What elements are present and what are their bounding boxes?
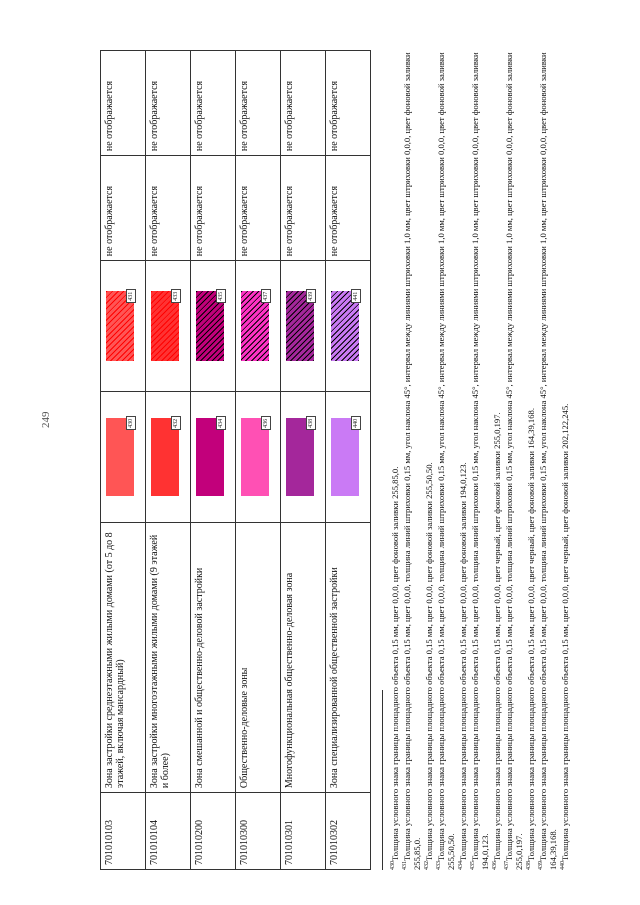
footnote-ref: 440 <box>351 416 361 430</box>
footnote-ref: 432 <box>171 416 181 430</box>
footnote-number: 438 <box>526 861 532 870</box>
footnote-number: 432 <box>424 861 430 870</box>
footnote <box>434 50 456 870</box>
footnotes <box>388 50 570 870</box>
hatch-swatch <box>241 291 269 361</box>
fill-swatch <box>331 418 359 496</box>
footnote-text: Толщина условного знака границы площадного объекта 0,15 мм, цвет 0,0,0, толщина линий штриховки 0,15 мм, угол наклона 45°, интервал между линиями штриховки 1,0 мм, цвет штриховки 0,0,0, цвет фоновой заливки 194,0,123. <box>469 52 490 870</box>
fill-swatch <box>241 418 269 496</box>
hatch-swatch <box>106 291 134 361</box>
zone-name: Зона специализированной общественной застройки <box>326 523 371 793</box>
zone-name: Зона застройки многоэтажными жилыми домами (9 этажей и более) <box>146 523 191 793</box>
footnote-text: Толщина условного знака границы площадного объекта 0,15 мм, цвет 0,0,0, цвет фоновой заливки 255,85,0. <box>389 466 400 861</box>
footnote-text: Толщина условного знака границы площадного объекта 0,15 мм, цвет 0,0,0, толщина линий штриховки 0,15 мм, угол наклона 45°, интервал между линиями штриховки 1,0 мм, цвет штриховки 0,0,0, цвет фоновой заливки 255,0,197. <box>503 52 524 870</box>
footnote <box>468 50 490 870</box>
zone-name: Многофункциональная общественно-деловая зона <box>281 523 326 793</box>
table-row <box>146 51 191 870</box>
fill-swatch <box>106 418 134 496</box>
status-cell: не отображается <box>281 156 326 261</box>
hatch-sample-cell <box>326 261 371 392</box>
footnote <box>456 50 468 870</box>
table-row <box>101 51 146 870</box>
fill-swatch <box>196 418 224 496</box>
footnote-number: 440 <box>560 861 566 870</box>
hatch-swatch <box>151 291 179 361</box>
fill-sample-cell <box>326 392 371 523</box>
fill-sample-cell <box>236 392 281 523</box>
zones-table <box>100 50 371 870</box>
footnote-number: 430 <box>390 861 396 870</box>
status-cell: не отображается <box>326 51 371 156</box>
footnote-text: Толщина условного знака границы площадного объекта 0,15 мм, цвет 0,0,0, цвет фоновой заливки 194,0,123. <box>457 462 468 861</box>
footnote-number: 431 <box>401 861 408 870</box>
status-cell: не отображается <box>191 156 236 261</box>
footnote-number: 434 <box>458 861 464 870</box>
footnote <box>558 50 570 870</box>
zone-code: 701010301 <box>281 793 326 870</box>
footnote <box>502 50 524 870</box>
table-row <box>326 51 371 870</box>
status-cell: не отображается <box>146 51 191 156</box>
footnote <box>422 50 434 870</box>
status-cell: не отображается <box>101 156 146 261</box>
hatch-swatch <box>286 291 314 361</box>
table-row <box>236 51 281 870</box>
hatch-swatch <box>196 291 224 361</box>
zone-code: 701010300 <box>236 793 281 870</box>
footnote-text: Толщина условного знака границы площадного объекта 0,15 мм, цвет 0,0,0, толщина линий штриховки 0,15 мм, угол наклона 45°, интервал между линиями штриховки 1,0 мм, цвет штриховки 0,0,0, цвет фоновой заливки 255,50,50. <box>435 52 456 870</box>
footnote-ref: 435 <box>216 289 226 303</box>
footnote-text: Толщина условного знака границы площадного объекта 0,15 мм, цвет 0,0,0, толщина линий штриховки 0,15 мм, угол наклона 45°, интервал между линиями штриховки 1,0 мм, цвет штриховки 0,0,0, цвет фоновой заливки 164,39,168. <box>537 52 558 870</box>
zone-code: 701010103 <box>101 793 146 870</box>
fill-sample-cell <box>191 392 236 523</box>
fill-sample-cell <box>281 392 326 523</box>
footnote <box>490 50 502 870</box>
zone-name: Общественно-деловые зоны <box>236 523 281 793</box>
footnote <box>524 50 536 870</box>
table-row <box>191 51 236 870</box>
footnote-ref: 433 <box>171 289 181 303</box>
footnote-number: 435 <box>469 861 476 870</box>
hatch-sample-cell <box>146 261 191 392</box>
footnote-number: 437 <box>503 861 510 870</box>
status-cell: не отображается <box>236 51 281 156</box>
footnote-text: Толщина условного знака границы площадного объекта 0,15 мм, цвет 0,0,0, цвет фоновой заливки 255,50,50. <box>423 462 434 861</box>
zone-code: 701010200 <box>191 793 236 870</box>
footnote-text: Толщина условного знака границы площадного объекта 0,15 мм, цвет 0,0,0, цвет черный, цвет фоновой заливки 164,39,168. <box>525 408 536 861</box>
footnote-text: Толщина условного знака границы площадного объекта 0,15 мм, цвет 0,0,0, цвет черный, цвет фоновой заливки 255,0,197. <box>491 412 502 861</box>
hatch-sample-cell <box>191 261 236 392</box>
footnote-ref: 436 <box>261 416 271 430</box>
hatch-swatch <box>331 291 359 361</box>
footnote-text: Толщина условного знака границы площадного объекта 0,15 мм, цвет 0,0,0, толщина линий штриховки 0,15 мм, угол наклона 45°, интервал между линиями штриховки 1,0 мм, цвет штриховки 0,0,0, цвет фоновой заливки 255,85,0. <box>401 52 422 870</box>
fill-swatch <box>151 418 179 496</box>
fill-swatch <box>286 418 314 496</box>
rotated-page-content <box>100 50 630 870</box>
status-cell: не отображается <box>236 156 281 261</box>
footnote-ref: 438 <box>306 416 316 430</box>
footnote-ref: 441 <box>351 289 361 303</box>
hatch-sample-cell <box>281 261 326 392</box>
footnote-separator <box>382 690 383 870</box>
fill-sample-cell <box>146 392 191 523</box>
footnote-number: 436 <box>492 861 498 870</box>
footnote-ref: 430 <box>126 416 136 430</box>
footnote-text: Толщина условного знака границы площадного объекта 0,15 мм, цвет 0,0,0, цвет черный, цвет фоновой заливки 202,122,245. <box>559 403 570 861</box>
footnote-ref: 439 <box>306 289 316 303</box>
footnote-ref: 431 <box>126 289 136 303</box>
footnote <box>388 50 400 870</box>
footnote-ref: 434 <box>216 416 226 430</box>
status-cell: не отображается <box>281 51 326 156</box>
hatch-sample-cell <box>101 261 146 392</box>
table-row <box>281 51 326 870</box>
status-cell: не отображается <box>146 156 191 261</box>
footnote <box>536 50 558 870</box>
footnote-number: 433 <box>435 861 442 870</box>
status-cell: не отображается <box>101 51 146 156</box>
zone-code: 701010104 <box>146 793 191 870</box>
status-cell: не отображается <box>326 156 371 261</box>
page-number: 249 <box>40 411 52 428</box>
fill-sample-cell <box>101 392 146 523</box>
status-cell: не отображается <box>191 51 236 156</box>
footnote-ref: 437 <box>261 289 271 303</box>
footnote-number: 439 <box>537 861 544 870</box>
zone-code: 701010302 <box>326 793 371 870</box>
footnote <box>400 50 422 870</box>
zone-name: Зона застройки среднеэтажными жилыми домами (от 5 до 8 этажей, включая мансардный) <box>101 523 146 793</box>
zone-name: Зона смешанной и общественно-деловой застройки <box>191 523 236 793</box>
hatch-sample-cell <box>236 261 281 392</box>
